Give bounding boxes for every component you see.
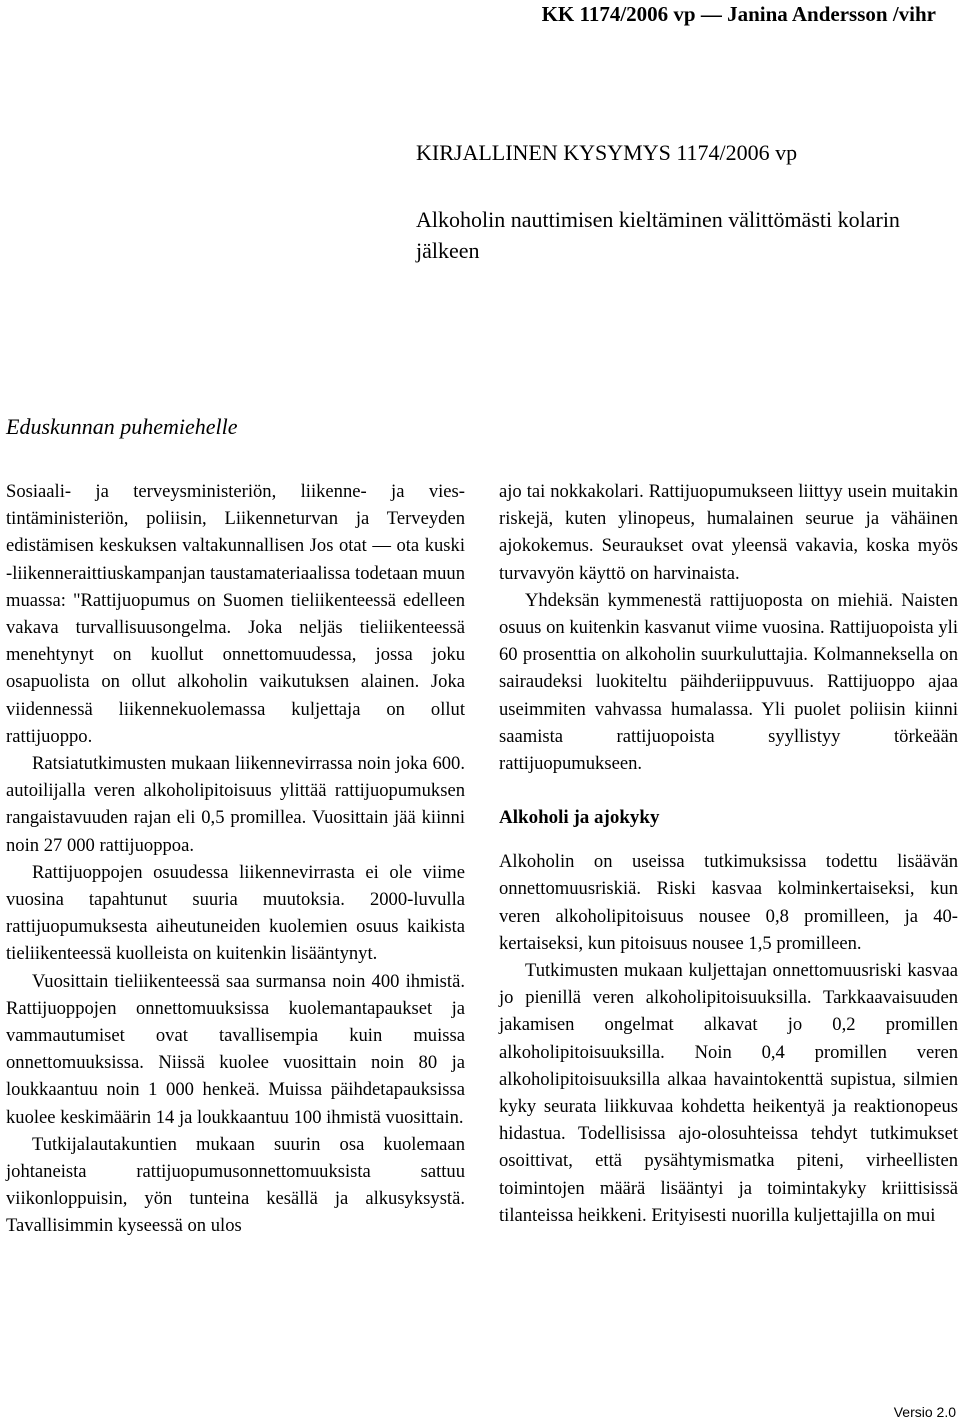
body-paragraph: Rattijuoppojen osuudessa liikennevirrasta ei ole viime vuosina tapahtunut suuria muutoksia. 2000-luvulla rattijuopumuksesta aiheutuneiden kuolemien osuus kaikista tieliikenteessä kuolleista on kuitenkin lisääntynyt. [6, 861, 465, 965]
section-heading: Alkoholi ja ajokyky [499, 807, 660, 829]
body-paragraph: Ratsiatutkimusten mukaan liikennevirrassa noin joka 600. autoilijalla veren alkoholipitoisuus ylittää rattijuopumuksen rangaistavuuden rajan eli 0,5 promillea. Vuosittain jää kiinni noin 27 000 rattijuoppoa. [6, 753, 465, 856]
document-title: KIRJALLINEN KYSYMYS 1174/2006 vp [416, 140, 798, 165]
body-paragraph: ajo tai nokkakolari. Rattijuopumukseen liittyy usein muitakin riskejä, kuten ylinopeus, humalainen seurue ja vähäinen ajokokemus. Seuraukset ovat yleensä vakavia, koska myös turvavyön käyttö on harvinaista. [499, 481, 958, 584]
body-paragraph: Yhdeksän kymmenestä rattijuoposta on miehiä. Naisten osuus on kuitenkin kasvanut viime vuosina. Rattijuopoista yli 60 prosenttia on alkoholin suurkuluttajia. Kolmanneksella on sairaudeksi luokiteltu päihderiippuvuus. Rattijuoppo ajaa useimmiten vahvassa humalassa. Yli puolet poliisin kiinni saamista rattijuopoista syyllistyy törkeään rattijuopumukseen. [499, 589, 958, 775]
body-paragraph: Tutkimusten mukaan kuljettajan onnettomuusriski kasvaa jo pienillä veren alkoholipitoisuuksilla. Tarkkaavaisuuden jakamisen ongelmat alkavat jo 0,2 promillen alkoholipitoisuuksilla. Noin 0,4 promillen veren alkoholipitoisuuksilla alkaa havaintokenttä supistua, silmien kyky seurata liikkuvaa kohdetta heikentyä ja reaktionopeus hidastua. Todellisissa ajo-olosuhteissa tehdyt tutkimukset osoittivat, että pysähtymismatka piteni, virheellisten toimintojen määrä lisääntyi ja toimintakyky kriittisissä tilanteissa heikkeni. Erityisesti nuorilla kuljettajilla on mui [499, 960, 958, 1226]
right-column [499, 478, 958, 1229]
document-subject: Alkoholin nauttimisen kieltäminen välittömästi kolarin jälkeen [416, 207, 900, 263]
body-paragraph: Vuosittain tieliikenteessä saa surmansa noin 400 ihmistä. Rattijuoppojen onnettomuuksissa kuolemantapaukset ja vammautumiset ovat tavallisempia kuin muissa onnettomuuksissa. Niissä kuolee vuosittain noin 80 ja loukkaantuu noin 1 000 henkeä. Muissa päihdetapauksissa kuolee keskimäärin 14 ja loukkaantuu 100 ihmistä vuosittain. [6, 970, 465, 1128]
recipient-salutation: Eduskunnan puhemiehelle [6, 414, 238, 439]
body-paragraph: Tutkijalautakuntien mukaan suurin osa kuolemaan johtaneista rattijuopumusonnettomuuksista sattuu viikonloppuisin, yön tunteina kesällä ja alkusyksystä. Tavallisimmin kyseessä on ulos [6, 1133, 465, 1237]
body-paragraph: Sosiaali- ja terveysministeriön, liikenne- ja viestintäministeriön, poliisin, Liikenneturvan ja Terveyden edistämisen keskuksen valtakunnallisen Jos otat — ota kuski -liikenneraittiuskampanjan taustamateriaalissa todetaan muun muassa: "Rattijuopumus on Suomen tieliikenteessä edelleen vakava turvallisuusongelma. Joka neljäs tieliikenteessä menehtynyt on kuollut onnettomuudessa, jossa joku osapuolista on ollut alkoholin vaikutuksen alainen. Joka viidennessä liikennekuolemassa kuljettaja on ollut rattijuoppo. [6, 481, 466, 747]
body-paragraph: Alkoholin on useissa tutkimuksissa todettu lisäävän onnettomuusriskiä. Riski kasvaa kolminkertaiseksi, kun veren alkoholipitoisuus nousee 0,8 promilleen, ja 40-kertaiseksi, kun pitoisuus nousee 1,5 promilleen. [499, 851, 958, 954]
left-column [6, 478, 465, 1240]
version-label: Versio 2.0 [893, 1404, 956, 1420]
running-header: KK 1174/2006 vp — Janina Andersson /vihr [541, 2, 936, 26]
